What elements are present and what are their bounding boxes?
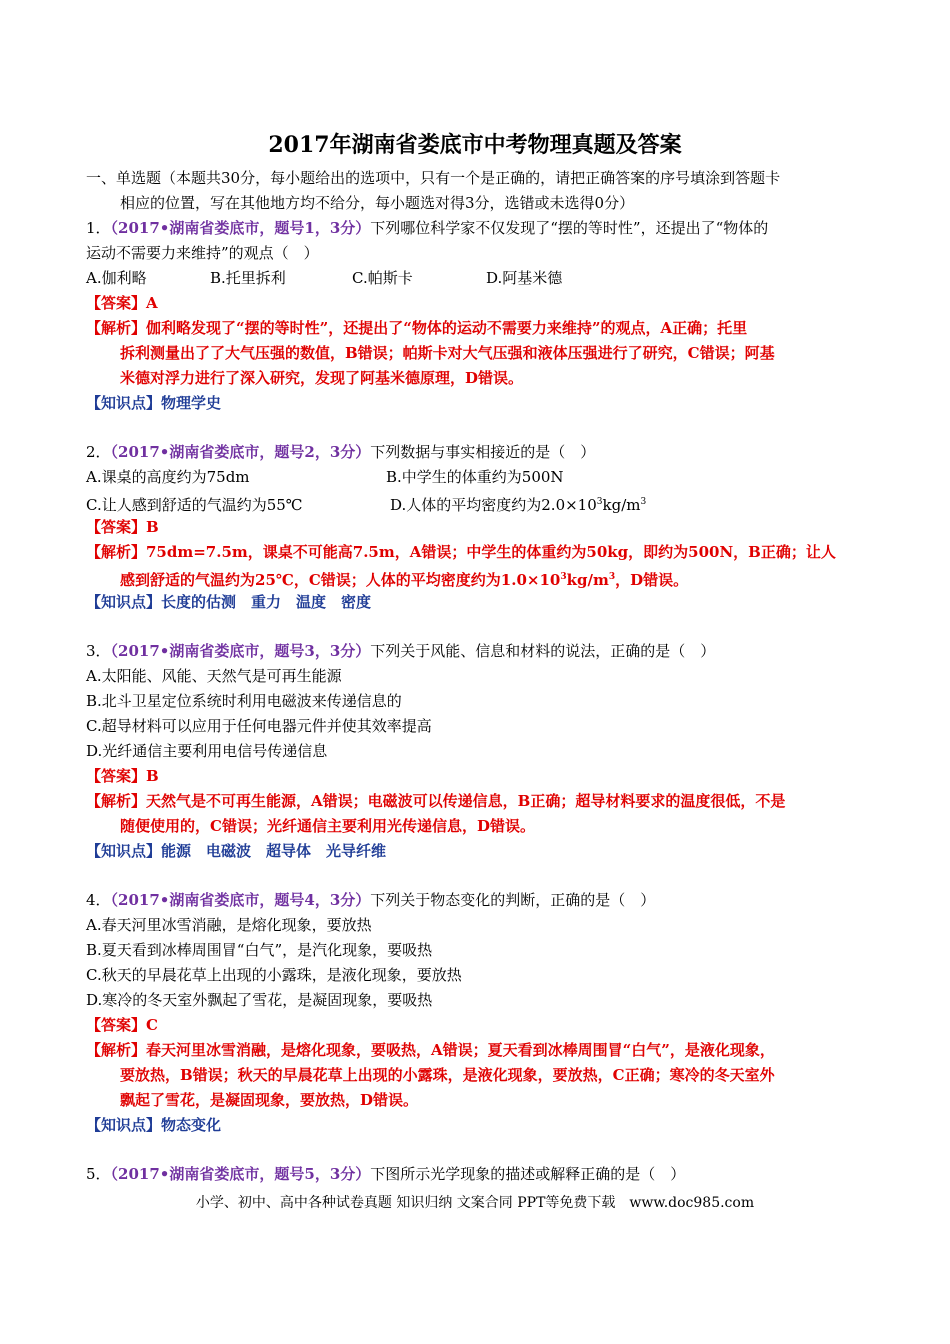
question-2-options-row2 <box>86 492 646 515</box>
question-1-knowledge-point: 【知识点】物理学史 <box>86 394 222 412</box>
section-instructions-line2: 相应的位置，写在其他地方均不给分，每小题选对得3分，选错或未选得0分） <box>120 194 635 212</box>
question-1-options <box>86 268 562 288</box>
question-number: 3． <box>86 642 111 660</box>
question-4-stem <box>86 890 655 910</box>
option-c: C.超导材料可以应用于任何电器元件并使其效率提高 <box>86 717 432 735</box>
question-3-analysis-cont: 随便使用的，C错误；光纤通信主要利用光传递信息，D错误。 <box>120 817 535 835</box>
option-d: D.人体的平均密度约为$2.0\times 10^3kg/m^3$ <box>390 496 647 514</box>
question-source: （2017•湖南省娄底市，题号3，3分） <box>110 642 371 660</box>
option-a: A.课桌的高度约为75dm <box>86 468 250 486</box>
question-2-answer: 【答案】B <box>86 518 159 536</box>
question-number: 2． <box>86 443 111 461</box>
question-1-analysis-cont: 拆利测量出了了大气压强的数值，B错误；帕斯卡对大气压强和液体压强进行了研究，C错误；阿基 <box>120 344 775 362</box>
question-text: 下列关于物态变化的判断，正确的是（ ） <box>370 891 656 909</box>
option-c: C.秋天的早晨花草上出现的小露珠，是液化现象，要放热 <box>86 966 462 984</box>
question-number: 1． <box>86 219 111 237</box>
question-1-analysis: 【解析】伽利略发现了“摆的等时性”，还提出了“物体的运动不需要力来维持”的观点，A正确；托里 <box>86 319 748 337</box>
question-3-answer: 【答案】B <box>86 767 159 785</box>
question-3-knowledge-point: 【知识点】能源 电磁波 超导体 光导纤维 <box>86 842 387 860</box>
option-d: D.阿基米德 <box>486 269 563 287</box>
question-2-options-row1 <box>86 467 564 487</box>
option-c: C.让人感到舒适的气温约为55℃ <box>86 496 303 514</box>
page-footer: 小学、初中、高中各种试卷真题 知识归纳 文案合同 PPT等免费下载 www.doc985.com <box>195 1195 755 1211</box>
question-4-knowledge-point: 【知识点】物态变化 <box>86 1116 222 1134</box>
question-1-stem-cont: 运动不需要力来维持”的观点（ ） <box>86 244 319 262</box>
question-2-stem <box>86 442 595 462</box>
option-a: A.春天河里冰雪消融，是熔化现象，要放热 <box>86 916 372 934</box>
question-4-analysis: 【解析】春天河里冰雪消融，是熔化现象，要吸热，A错误；夏天看到冰棒周围冒“白气”，是液化现象， <box>86 1041 775 1059</box>
question-2-analysis: 【解析】75dm=7.5m，课桌不可能高7.5m，A错误；中学生的体重约为50kg，即约为500N，B正确；让人 <box>86 543 836 561</box>
option-d: D.寒冷的冬天室外飘起了雪花，是凝固现象，要吸热 <box>86 991 433 1009</box>
section-instructions-line1: 一、单选题（本题共30分，每小题给出的选项中，只有一个是正确的，请把正确答案的序号填涂到答题卡 <box>86 169 781 187</box>
page-title: 2017年湖南省娄底市中考物理真题及答案 <box>268 132 682 158</box>
question-4-analysis-cont: 飘起了雪花，是凝固现象，要放热，D错误。 <box>120 1091 419 1109</box>
question-text: 下列哪位科学家不仅发现了“摆的等时性”，还提出了“物体的 <box>370 219 769 237</box>
option-c: C.帕斯卡 <box>352 269 413 287</box>
question-1-answer: 【答案】A <box>86 294 158 312</box>
question-4-analysis-cont: 要放热，B错误；秋天的早晨花草上出现的小露珠，是液化现象，要放热，C正确；寒冷的冬天室外 <box>120 1066 775 1084</box>
question-1-analysis-cont: 米德对浮力进行了深入研究，发现了阿基米德原理，D错误。 <box>120 369 524 387</box>
option-a: A.伽利略 <box>86 269 147 287</box>
question-5-stem <box>86 1164 685 1184</box>
question-2-knowledge-point: 【知识点】长度的估测 重力 温度 密度 <box>86 593 372 611</box>
question-source: （2017•湖南省娄底市，题号5，3分） <box>110 1165 371 1183</box>
question-3-stem <box>86 641 715 661</box>
option-b: B.北斗卫星定位系统时利用电磁波来传递信息的 <box>86 692 402 710</box>
question-4-answer: 【答案】C <box>86 1016 158 1034</box>
question-2-analysis-cont: 感到舒适的气温约为25℃，C错误；人体的平均密度约为$1.0\times 10^3kg/m^3$，D错误。 <box>120 571 689 589</box>
question-source: （2017•湖南省娄底市，题号2，3分） <box>110 443 371 461</box>
option-b: B.夏天看到冰棒周围冒“白气”，是汽化现象，要吸热 <box>86 941 433 959</box>
question-number: 4． <box>86 891 111 909</box>
question-text: 下列关于风能、信息和材料的说法，正确的是（ ） <box>370 642 716 660</box>
question-text: 下图所示光学现象的描述或解释正确的是（ ） <box>370 1165 686 1183</box>
question-number: 5． <box>86 1165 111 1183</box>
option-b: B.托里拆利 <box>210 269 286 287</box>
option-d: D.光纤通信主要利用电信号传递信息 <box>86 742 328 760</box>
question-source: （2017•湖南省娄底市，题号4，3分） <box>110 891 371 909</box>
question-source: （2017•湖南省娄底市，题号1，3分） <box>110 219 371 237</box>
question-text: 下列数据与事实相接近的是（ ） <box>370 443 596 461</box>
option-a: A.太阳能、风能、天然气是可再生能源 <box>86 667 342 685</box>
question-1-stem <box>86 218 768 238</box>
question-3-analysis: 【解析】天然气是不可再生能源，A错误；电磁波可以传递信息，B正确；超导材料要求的温度很低，不是 <box>86 792 786 810</box>
option-b: B.中学生的体重约为500N <box>386 468 564 486</box>
